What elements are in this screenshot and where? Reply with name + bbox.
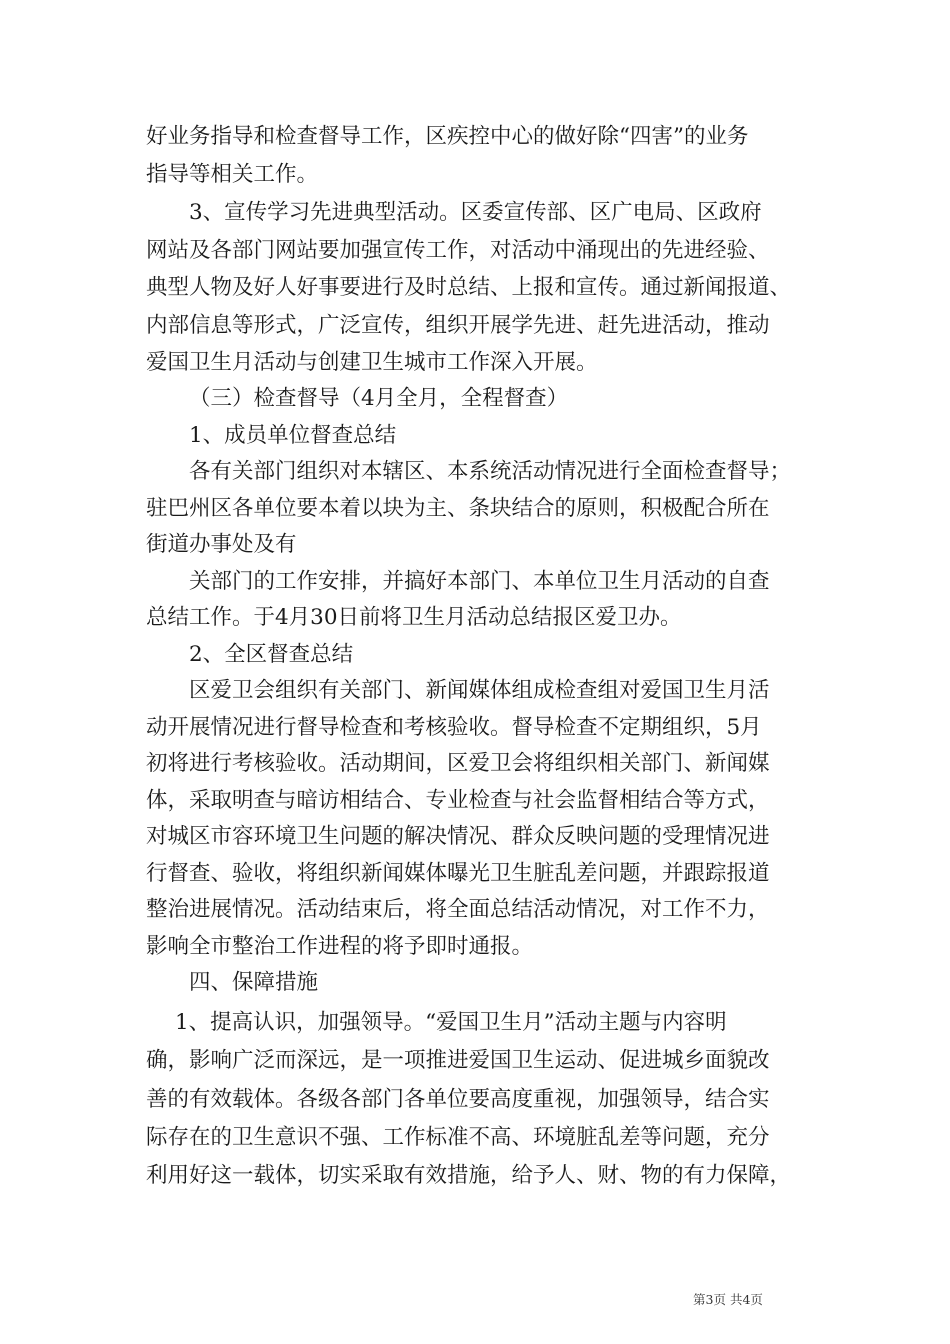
section-heading: 四、保障措施 xyxy=(189,970,319,995)
paragraph-line: 对城区市容环境卫生问题的解决情况、群众反映问题的受理情况进 xyxy=(146,824,770,849)
paragraph-line: 际存在的卫生意识不强、工作标准不高、环境脏乱差等问题，充分 xyxy=(146,1125,770,1150)
paragraph-line: 内部信息等形式，广泛宣传，组织开展学先进、赶先进活动，推动 xyxy=(146,313,770,338)
paragraph-line: 行督查、验收，将组织新闻媒体曝光卫生脏乱差问题，并跟踪报道 xyxy=(146,861,770,886)
paragraph-line: 总结工作。于4月30日前将卫生月活动总结报区爱卫办。 xyxy=(146,605,682,630)
paragraph-line: 各有关部门组织对本辖区、本系统活动情况进行全面检查督导； xyxy=(189,459,792,484)
paragraph-line: 典型人物及好人好事要进行及时总结、上报和宣传。通过新闻报道、 xyxy=(146,275,792,300)
paragraph-line: 指导等相关工作。 xyxy=(146,162,319,187)
paragraph-line: 驻巴州区各单位要本着以块为主、条块结合的原则，积极配合所在 xyxy=(146,496,770,521)
paragraph-line: 街道办事处及有 xyxy=(146,532,297,557)
paragraph-line: 区爱卫会组织有关部门、新闻媒体组成检查组对爱国卫生月活 xyxy=(189,678,770,703)
paragraph-line: 动开展情况进行督导检查和考核验收。督导检查不定期组织，5月 xyxy=(146,715,762,740)
paragraph-line: 关部门的工作安排，并搞好本部门、本单位卫生月活动的自查 xyxy=(189,569,770,594)
paragraph-line: 影响全市整治工作进程的将予即时通报。 xyxy=(146,934,534,959)
current-page-number: 3 xyxy=(705,1292,714,1307)
paragraph-line: 爱国卫生月活动与创建卫生城市工作深入开展。 xyxy=(146,350,598,375)
page-number-footer xyxy=(693,1290,763,1308)
paragraph-line: 1、提高认识，加强领导。“爱国卫生月”活动主题与内容明 xyxy=(175,1010,727,1035)
paragraph-line: 利用好这一载体，切实采取有效措施，给予人、财、物的有力保障， xyxy=(146,1163,792,1188)
paragraph-line: 3、宣传学习先进典型活动。区委宣传部、区广电局、区政府 xyxy=(189,200,762,225)
total-page-number: 4 xyxy=(742,1292,751,1307)
paragraph-line: 体，采取明查与暗访相结合、专业检查与社会监督相结合等方式， xyxy=(146,788,770,813)
section-heading: （三）检查督导（4月全月，全程督查） xyxy=(189,386,569,411)
paragraph-line: 善的有效载体。各级各部门各单位要高度重视，加强领导，结合实 xyxy=(146,1087,770,1112)
paragraph-line: 整治进展情况。活动结束后，将全面总结活动情况，对工作不力， xyxy=(146,897,770,922)
subsection-heading: 1、成员单位督查总结 xyxy=(189,423,397,448)
paragraph-line: 网站及各部门网站要加强宣传工作，对活动中涌现出的先进经验、 xyxy=(146,238,770,263)
footer-prefix: 第 xyxy=(693,1292,706,1307)
paragraph-line: 确，影响广泛而深远，是一项推进爱国卫生运动、促进城乡面貌改 xyxy=(146,1048,770,1073)
paragraph-line: 好业务指导和检查督导工作，区疾控中心的做好除“四害”的业务 xyxy=(146,124,749,149)
footer-middle: 页 共 xyxy=(713,1292,743,1307)
footer-suffix: 页 xyxy=(750,1292,763,1307)
paragraph-line: 初将进行考核验收。活动期间，区爱卫会将组织相关部门、新闻媒 xyxy=(146,751,770,776)
subsection-heading: 2、全区督查总结 xyxy=(189,642,354,667)
